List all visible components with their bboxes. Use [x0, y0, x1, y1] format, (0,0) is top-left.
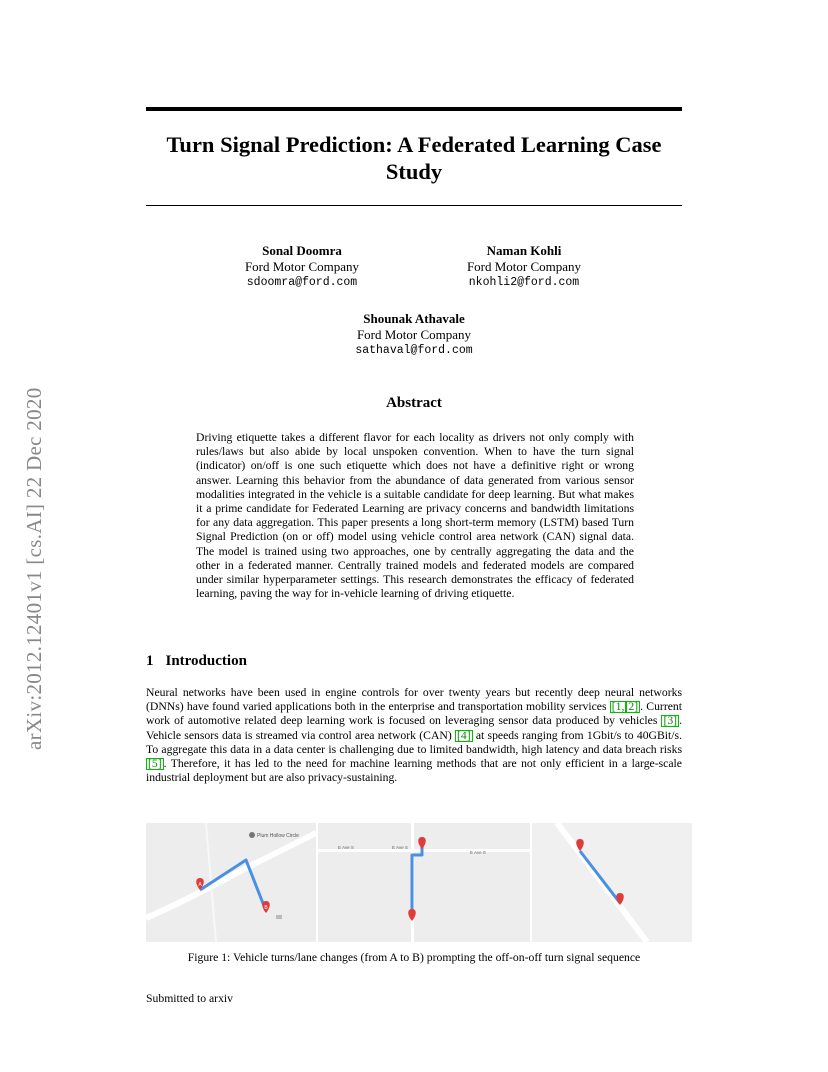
svg-text:E Ave S: E Ave S — [392, 845, 408, 850]
citation-link[interactable]: [5] — [148, 757, 162, 771]
poi-pin-icon — [249, 832, 255, 838]
author-block-1 — [212, 243, 392, 291]
svg-text:E Ave S: E Ave S — [470, 850, 486, 855]
citation-link[interactable]: [1, — [611, 700, 625, 714]
intro-text: . Current work of automotive related deep learning work is focused on leveraging sensor data produced by vehicles — [146, 700, 682, 728]
svg-text:B: B — [264, 905, 268, 911]
author-block-3 — [324, 311, 504, 359]
section-number: 1 — [146, 653, 154, 669]
introduction-paragraph — [146, 686, 682, 785]
svg-text:E Ave S: E Ave S — [338, 845, 354, 850]
intro-text: Neural networks have been used in engine controls for over twenty years but recently deep neural networks (DNNs) have found varied applications both in the enterprise and transportation mobility services — [146, 686, 682, 714]
title-bottom-rule — [146, 205, 682, 206]
section-heading — [146, 653, 247, 670]
author-email[interactable]: sdoomra@ford.com — [246, 276, 358, 289]
author-email[interactable]: sathaval@ford.com — [355, 344, 473, 357]
title-top-rule — [146, 107, 682, 111]
title-line-1: Turn Signal Prediction: A Federated Learning Case — [166, 132, 662, 157]
author-name: Naman Kohli — [486, 243, 562, 258]
author-affiliation: Ford Motor Company — [244, 259, 360, 274]
figure-map-1 — [146, 823, 316, 942]
citation-link[interactable]: 2] — [628, 700, 639, 714]
author-name: Sonal Doomra — [262, 243, 342, 258]
author-name: Shounak Athavale — [363, 311, 465, 326]
intro-text: at speeds ranging from 1Gbit/s to 40GBit/s. To aggregate this data in a data center is challenging due to limited bandwidth, high latency and data breach risks — [146, 728, 682, 756]
author-email[interactable]: nkohli2@ford.com — [468, 276, 580, 289]
author-block-2 — [434, 243, 614, 291]
section-title: Introduction — [165, 653, 247, 669]
abstract-text: Driving etiquette takes a different flavor for each locality as drivers not only comply with rules/laws but also abide by local unspoken convention. When to have the turn signal (indicator) on/off is one such etiquette which does not have a definitive right or wrong answer. Learning this behavior from the abundance of data generated from various sensor modalities integrated in the vehicle is a suitable candidate for deep learning. But what makes it a prime candidate for Federated Learning are privacy concerns and bandwidth limitations for any data aggregation. This paper presents a long short-term memory (LSTM) based Turn Signal Prediction (on or off) model using vehicle control area network (CAN) signal data. The model is trained using two approaches, one by centrally aggregating the data and the other in a federated manner. Centrally trained models and federated models are compared under similar hyperparameter settings. This research demonstrates the efficacy of federated learning, paving the way for in-vehicle learning of driving etiquette. — [196, 431, 634, 601]
figure-map-3 — [532, 823, 692, 942]
figure-caption: Figure 1: Vehicle turns/lane changes (from A to B) prompting the off-on-off turn signal sequence — [187, 951, 641, 964]
abstract-heading: Abstract — [386, 395, 442, 411]
figure-map-2 — [318, 823, 530, 942]
author-affiliation: Ford Motor Company — [356, 327, 472, 342]
map-1-graphic — [146, 823, 316, 942]
citation-link[interactable]: [4] — [456, 728, 471, 742]
map-3-graphic — [532, 823, 692, 942]
page-footer: Submitted to arxiv — [146, 992, 233, 1005]
author-affiliation: Ford Motor Company — [466, 259, 582, 274]
intro-text: . Vehicle sensors data is streamed via control area network (CAN) — [146, 714, 682, 742]
poi-label: Plum Hollow Circle — [257, 833, 299, 839]
paper-title — [146, 131, 682, 185]
svg-text:A: A — [198, 882, 202, 888]
map-2-graphic — [318, 823, 530, 942]
arxiv-side-stamp: arXiv:2012.12401v1 [cs.AI] 22 Dec 2020 — [22, 387, 46, 750]
title-line-2: Study — [385, 159, 443, 184]
intro-text: . Therefore, it has led to the need for machine learning methods that are not only efficient in a large-scale industrial deployment but are also privacy-sustaining. — [146, 757, 682, 785]
citation-link[interactable]: [3] — [663, 714, 678, 728]
